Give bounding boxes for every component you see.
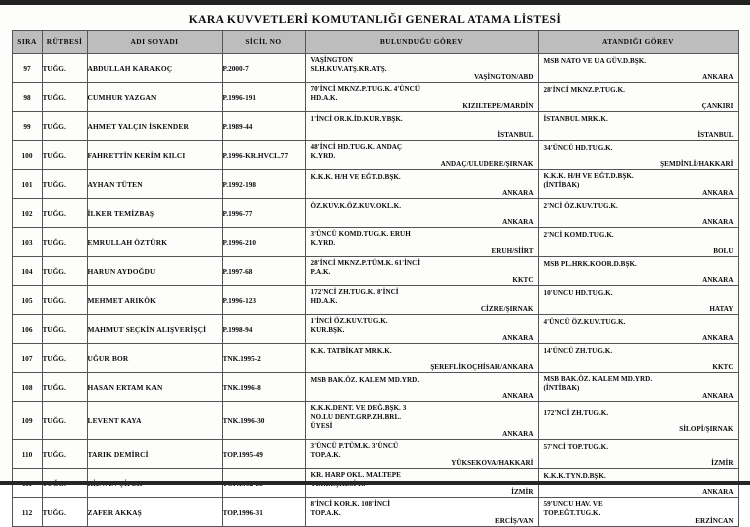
atandigi-gorev-text: MSB NATO VE UA GÜV.D.BŞK. [543,56,647,65]
table-row [12,54,738,83]
atandigi-gorev-text: K.K.K.TYN.D.BŞK. [543,471,606,480]
column-header-bulundugu-gorev: BULUNDUĞU GÖREV [305,31,538,54]
cell-atandigi-gorev [538,112,738,141]
cell-sira: 101 [12,170,42,199]
table-header [12,31,738,54]
cell-sira: 100 [12,141,42,170]
page-title: KARA KUVVETLERİ KOMUTANLIĞI GENERAL ATAMA LİSTESİ [188,13,562,26]
table-row [12,199,738,228]
cell-atandigi-gorev-wrapper [539,200,738,227]
cell-sicil-no: P.1997-68 [222,257,305,286]
cell-rutbe: TUĞG. [42,402,87,440]
atandigi-gorev-location: İZMİR [711,458,734,467]
cell-sira: 107 [12,344,42,373]
cell-bulundugu-gorev-wrapper [306,440,538,468]
cell-sicil-no: P.1996-210 [222,228,305,257]
cell-atandigi-gorev [538,141,738,170]
cell-atandigi-gorev [538,83,738,112]
cell-bulundugu-gorev [305,112,538,141]
cell-rutbe: TUĞG. [42,54,87,83]
cell-ad-soyad: AYHAN TÜTEN [87,170,222,199]
cell-atandigi-gorev-wrapper [539,113,738,140]
atandigi-gorev-location: ANKARA [702,392,734,400]
cell-atandigi-gorev [538,286,738,315]
cell-rutbe: TUĞG. [42,286,87,315]
cell-rutbe: TUĞG. [42,373,87,402]
cell-atandigi-gorev-wrapper [539,498,738,526]
cell-sira: 104 [12,257,42,286]
cell-bulundugu-gorev [305,228,538,257]
table-row [12,170,738,199]
atandigi-gorev-location: ŞEMDİNLİ/HAKKARİ [660,159,734,168]
document-page [0,5,750,525]
cell-ad-soyad: MAHMUT SEÇKİN ALIŞVERİŞÇİ [87,315,222,344]
cell-bulundugu-gorev [305,315,538,344]
cell-bulundugu-gorev [305,54,538,83]
bulundugu-gorev-text: K.K.K.DENT. VE DEĞ.BŞK. 3 NO.LU DENT.GRP.ZH.BRL. ÜYESİ [310,404,407,430]
table-body [12,54,738,527]
atandigi-gorev-text: 10'UNCU HD.TUG.K. [543,288,613,297]
cell-atandigi-gorev [538,373,738,402]
cell-bulundugu-gorev [305,373,538,402]
table-row [12,440,738,469]
column-header-sicil-no: SİCİL NO [222,31,305,54]
bulundugu-gorev-text: KR. HARP OKL. MALTEPE [310,471,401,479]
cell-ad-soyad: ZAFER AKKAŞ [87,498,222,527]
cell-sira: 108 [12,373,42,402]
cell-rutbe: TUĞG. [42,228,87,257]
cell-bulundugu-gorev-wrapper [306,141,538,169]
cell-bulundugu-gorev-wrapper [306,54,538,82]
bulundugu-gorev-location: ANKARA [502,217,534,226]
cell-atandigi-gorev [538,344,738,373]
atandigi-gorev-text: MSB PL.HRK.KOOR.D.BŞK. [543,259,637,268]
cell-sicil-no: P.1996-191 [222,83,305,112]
cell-rutbe: TUĞG. [42,83,87,112]
atandigi-gorev-text: 59'UNCU HAV. VE TOP.EĞT.TUG.K. [543,500,603,517]
atandigi-gorev-location: ANKARA [702,72,734,81]
cell-atandigi-gorev [538,170,738,199]
cell-sira: 103 [12,228,42,257]
cell-ad-soyad: EMRULLAH ÖZTÜRK [87,228,222,257]
atandigi-gorev-text: 14'ÜNCÜ ZH.TUG.K. [543,346,613,355]
atandigi-gorev-location: ERZİNCAN [695,517,734,525]
cell-bulundugu-gorev [305,170,538,199]
column-header-rutbe: RÜTBESİ [42,31,87,54]
bulundugu-gorev-location: İSTANBUL [497,130,534,139]
atandigi-gorev-location: HATAY [709,304,734,313]
table-row [12,141,738,170]
cell-atandigi-gorev-wrapper [539,55,738,82]
cell-bulundugu-gorev-wrapper [306,402,538,439]
cell-bulundugu-gorev-wrapper [306,228,538,256]
bulundugu-gorev-location: CİZRE/ŞIRNAK [480,305,534,313]
bulundugu-gorev-text: 1'İNCİ ÖZ.KUV.TUG.K. KUR.BŞK. [310,317,388,334]
atandigi-gorev-location: KKTC [712,362,734,371]
atandigi-gorev-location: ANKARA [702,333,734,342]
cell-bulundugu-gorev-wrapper [306,498,538,526]
cell-bulundugu-gorev [305,344,538,373]
table-row [12,83,738,112]
atandigi-gorev-text: 2'NCİ KOMD.TUG.K. [543,230,614,239]
atandigi-gorev-text: 57'NCİ TOP.TUG.K. [543,442,609,451]
atandigi-gorev-text: 34'ÜNCÜ HD.TUG.K. [543,143,613,152]
cell-atandigi-gorev-wrapper [539,441,738,468]
cell-sira: 106 [12,315,42,344]
table-row [12,286,738,315]
table-header-row [12,31,738,54]
scan-edge-bottom [0,481,750,485]
cell-bulundugu-gorev-wrapper [306,113,538,140]
table-row [12,228,738,257]
cell-sicil-no: TOP.1996-31 [222,498,305,527]
cell-sicil-no: P.1992-198 [222,170,305,199]
cell-ad-soyad: HASAN ERTAM KAN [87,373,222,402]
cell-atandigi-gorev [538,257,738,286]
bulundugu-gorev-location: ANKARA [502,188,534,197]
cell-rutbe: TUĞG. [42,141,87,170]
atandigi-gorev-location: İSTANBUL [697,130,734,139]
cell-rutbe: TUĞG. [42,112,87,141]
cell-sira: 110 [12,440,42,469]
cell-ad-soyad: HARUN AYDOĞDU [87,257,222,286]
cell-bulundugu-gorev [305,440,538,469]
bulundugu-gorev-location: ERUH/SİİRT [491,247,534,255]
table-row [12,498,738,527]
cell-ad-soyad: AHMET YALÇIN İSKENDER [87,112,222,141]
cell-ad-soyad: UĞUR BOR [87,344,222,373]
cell-sira: 97 [12,54,42,83]
column-header-ad-soyad: ADI SOYADI [87,31,222,54]
cell-atandigi-gorev [538,228,738,257]
bulundugu-gorev-location: VAŞİNGTON/ABD [473,73,534,81]
bulundugu-gorev-text: 3'ÜNCÜ KOMD.TUG.K. ERUH K.YRD. [310,230,411,247]
cell-atandigi-gorev-wrapper [539,229,738,256]
bulundugu-gorev-text: 1'İNCİ OR.K.İD.KUR.YBŞK. [310,114,403,123]
atandigi-gorev-location: ANKARA [702,189,734,197]
cell-bulundugu-gorev-wrapper [306,374,538,401]
cell-atandigi-gorev-wrapper [539,170,738,198]
atandigi-gorev-location: ÇANKIRI [701,101,734,110]
bulundugu-gorev-location: ANKARA [502,430,534,438]
cell-atandigi-gorev [538,315,738,344]
atandigi-gorev-location: ANKARA [702,275,734,284]
cell-sicil-no: TNK.1995-2 [222,344,305,373]
cell-rutbe: TUĞG. [42,440,87,469]
cell-sicil-no: TNK.1996-30 [222,402,305,440]
cell-rutbe: TUĞG. [42,199,87,228]
bulundugu-gorev-text: VAŞİNGTON SLH.KUV.ATŞ.KR.ATŞ. [310,56,387,73]
cell-bulundugu-gorev [305,257,538,286]
cell-bulundugu-gorev-wrapper [306,315,538,343]
atandigi-gorev-text: 4'ÜNCÜ ÖZ.KUV.TUG.K. [543,317,626,326]
bulundugu-gorev-text: ÖZ.KUV.K.ÖZ.KUV.OKL.K. [310,201,402,210]
cell-atandigi-gorev-wrapper [539,373,738,401]
cell-atandigi-gorev [538,199,738,228]
cell-atandigi-gorev [538,402,738,440]
bulundugu-gorev-text: MSB BAK.ÖZ. KALEM MD.YRD. [310,375,420,384]
atandigi-gorev-text: 172'NCİ ZH.TUG.K. [543,409,609,417]
cell-atandigi-gorev-wrapper [539,316,738,343]
cell-bulundugu-gorev-wrapper [306,345,538,372]
cell-sicil-no: TOP.1995-49 [222,440,305,469]
column-header-sira: SIRA [12,31,42,54]
atandigi-gorev-location: BOLU [713,246,734,255]
bulundugu-gorev-location: KIZILTEPE/MARDİN [462,102,534,110]
cell-bulundugu-gorev [305,286,538,315]
cell-sira: 102 [12,199,42,228]
table-row [12,315,738,344]
cell-atandigi-gorev-wrapper [539,407,738,434]
cell-atandigi-gorev [538,440,738,469]
cell-sira: 98 [12,83,42,112]
cell-sicil-no: P.1998-94 [222,315,305,344]
bulundugu-gorev-location: ŞEREFLİKOÇHİSAR/ANKARA [430,362,534,371]
cell-sira: 112 [12,498,42,527]
cell-sicil-no: P.1996-77 [222,199,305,228]
bulundugu-gorev-location: YÜKSEKOVA/HAKKARİ [451,459,534,467]
atandigi-gorev-text: İSTANBUL MRK.K. [543,114,608,123]
cell-bulundugu-gorev [305,141,538,170]
table-row [12,257,738,286]
cell-atandigi-gorev-wrapper [539,287,738,314]
bulundugu-gorev-location: ANDAÇ/ULUDERE/ŞIRNAK [440,160,534,168]
cell-bulundugu-gorev [305,83,538,112]
bulundugu-gorev-text: K.K. TATBİKAT MRK.K. [310,346,392,355]
atandigi-gorev-text: K.K.K. H/H VE EĞT.D.BŞK. (İNTİBAK) [543,172,634,189]
bulundugu-gorev-text: 3'ÜNCÜ P.TÜM.K. 3'ÜNCÜ TOP.A.K. [310,442,399,459]
cell-bulundugu-gorev-wrapper [306,83,538,111]
cell-bulundugu-gorev [305,402,538,440]
assignment-table [12,30,739,527]
bulundugu-gorev-text: K.K.K. H/H VE EĞT.D.BŞK. [310,172,401,181]
cell-bulundugu-gorev-wrapper [306,171,538,198]
cell-bulundugu-gorev-wrapper [306,200,538,227]
cell-bulundugu-gorev-wrapper [306,257,538,285]
cell-atandigi-gorev-wrapper [539,142,738,169]
cell-rutbe: TUĞG. [42,170,87,199]
atandigi-gorev-text: 28'İNCİ MKNZ.P.TUG.K. [543,85,625,94]
bulundugu-gorev-text: 70'İNCİ MKNZ.P.TUG.K. 4'ÜNCÜ HD.A.K. [310,85,421,102]
bulundugu-gorev-location: ANKARA [502,334,534,342]
table-row [12,402,738,440]
cell-atandigi-gorev [538,54,738,83]
atandigi-gorev-text: MSB BAK.ÖZ. KALEM MD.YRD. (İNTİBAK) [543,375,653,392]
cell-atandigi-gorev [538,498,738,527]
cell-bulundugu-gorev [305,199,538,228]
cell-sira: 109 [12,402,42,440]
atandigi-gorev-text: 2'NCİ ÖZ.KUV.TUG.K. [543,201,618,210]
cell-ad-soyad: İLKER TEMİZBAŞ [87,199,222,228]
atandigi-gorev-location: ANKARA [702,487,734,496]
cell-sicil-no: P.2000-7 [222,54,305,83]
cell-ad-soyad: LEVENT KAYA [87,402,222,440]
cell-sicil-no: P.1989-44 [222,112,305,141]
cell-sira: 99 [12,112,42,141]
cell-rutbe: TUĞG. [42,344,87,373]
bulundugu-gorev-text: 28'İNCİ MKNZ.P.TÜM.K. 61'İNCİ P.A.K. [310,259,421,276]
table-row [12,344,738,373]
cell-atandigi-gorev-wrapper [539,84,738,111]
cell-sira: 105 [12,286,42,315]
bulundugu-gorev-location: ANKARA [502,391,534,400]
cell-sicil-no: P.1996-KR.HVCL.77 [222,141,305,170]
cell-ad-soyad: ABDULLAH KARAKOÇ [87,54,222,83]
bulundugu-gorev-text: 8'İNCİ KOR.K. 108'İNCİ TOP.A.K. [310,500,391,517]
atandigi-gorev-location: SİLOPİ/ŞIRNAK [679,425,734,433]
bulundugu-gorev-text: 48'İNCİ HD.TUG.K. ANDAÇ K.YRD. [310,143,403,160]
bulundugu-gorev-location: İZMİR [511,488,534,496]
bulundugu-gorev-location: KKTC [512,276,534,284]
atandigi-gorev-location: ANKARA [702,217,734,226]
cell-ad-soyad: FAHRETTİN KERİM KILCI [87,141,222,170]
cell-ad-soyad: MEHMET ARIKÖK [87,286,222,315]
cell-ad-soyad: CUMHUR YAZGAN [87,83,222,112]
cell-bulundugu-gorev-wrapper [306,286,538,314]
table-row [12,112,738,141]
bulundugu-gorev-text: 172'NCİ ZH.TUG.K. 8'İNCİ HD.A.K. [310,288,399,305]
cell-bulundugu-gorev [305,498,538,527]
cell-rutbe: TUĞG. [42,257,87,286]
cell-sicil-no: TNK.1996-8 [222,373,305,402]
cell-atandigi-gorev-wrapper [539,258,738,285]
cell-ad-soyad: TARIK DEMİRCİ [87,440,222,469]
cell-rutbe: TUĞG. [42,498,87,527]
column-header-atandigi-gorev: ATANDIĞI GÖREV [538,31,738,54]
cell-rutbe: TUĞG. [42,315,87,344]
bulundugu-gorev-location: ERCİŞ/VAN [494,517,534,525]
cell-atandigi-gorev-wrapper [539,345,738,372]
cell-sicil-no: P.1996-123 [222,286,305,315]
table-row [12,373,738,402]
